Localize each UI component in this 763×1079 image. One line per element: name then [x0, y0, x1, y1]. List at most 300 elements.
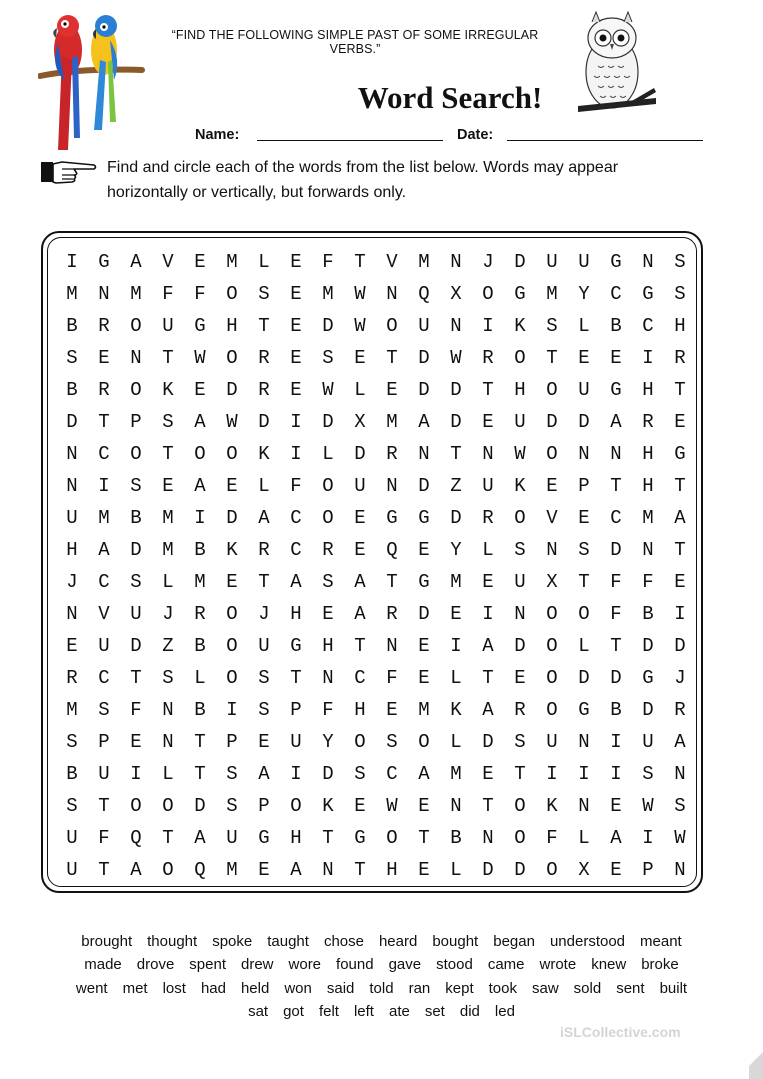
grid-letter[interactable]: X — [578, 859, 590, 881]
grid-letter[interactable]: E — [354, 507, 366, 529]
grid-letter[interactable]: T — [194, 763, 206, 785]
grid-letter[interactable]: U — [642, 731, 654, 753]
grid-letter[interactable]: N — [162, 731, 174, 753]
grid-letter[interactable]: P — [258, 795, 270, 817]
grid-letter[interactable]: T — [162, 443, 174, 465]
grid-letter[interactable]: O — [322, 475, 334, 497]
grid-letter[interactable]: A — [674, 507, 686, 529]
grid-letter[interactable]: G — [642, 283, 654, 305]
grid-letter[interactable]: N — [578, 795, 590, 817]
grid-letter[interactable]: Z — [162, 635, 174, 657]
grid-letter[interactable]: U — [98, 635, 110, 657]
grid-letter[interactable]: O — [514, 507, 526, 529]
grid-letter[interactable]: N — [450, 795, 462, 817]
grid-letter[interactable]: T — [162, 827, 174, 849]
grid-letter[interactable]: D — [578, 411, 590, 433]
grid-letter[interactable]: E — [66, 635, 78, 657]
grid-letter[interactable]: G — [98, 251, 110, 273]
grid-letter[interactable]: U — [66, 507, 78, 529]
grid-letter[interactable]: K — [162, 379, 174, 401]
grid-letter[interactable]: B — [450, 827, 462, 849]
grid-letter[interactable]: D — [610, 667, 622, 689]
grid-letter[interactable]: I — [290, 443, 302, 465]
grid-letter[interactable]: U — [482, 475, 494, 497]
grid-letter[interactable]: I — [98, 475, 110, 497]
grid-letter[interactable]: E — [674, 571, 686, 593]
grid-letter[interactable]: U — [514, 411, 526, 433]
grid-letter[interactable]: D — [130, 635, 142, 657]
grid-letter[interactable]: T — [482, 795, 494, 817]
grid-letter[interactable]: D — [226, 507, 238, 529]
grid-letter[interactable]: O — [386, 827, 398, 849]
grid-letter[interactable]: N — [578, 443, 590, 465]
grid-letter[interactable]: N — [482, 827, 494, 849]
grid-letter[interactable]: W — [642, 795, 654, 817]
grid-letter[interactable]: L — [258, 475, 270, 497]
grid-letter[interactable]: E — [418, 667, 430, 689]
grid-letter[interactable]: M — [98, 507, 110, 529]
grid-letter[interactable]: N — [322, 667, 334, 689]
grid-letter[interactable]: A — [130, 859, 142, 881]
grid-letter[interactable]: R — [258, 539, 270, 561]
grid-letter[interactable]: G — [418, 507, 430, 529]
grid-letter[interactable]: O — [482, 283, 494, 305]
grid-letter[interactable]: T — [674, 379, 686, 401]
grid-letter[interactable]: S — [322, 347, 334, 369]
grid-letter[interactable]: E — [290, 379, 302, 401]
grid-letter[interactable]: S — [130, 571, 142, 593]
grid-letter[interactable]: O — [546, 699, 558, 721]
grid-letter[interactable]: P — [130, 411, 142, 433]
grid-letter[interactable]: U — [66, 827, 78, 849]
grid-letter[interactable]: G — [578, 699, 590, 721]
grid-letter[interactable]: E — [482, 571, 494, 593]
grid-letter[interactable]: N — [578, 731, 590, 753]
grid-letter[interactable]: F — [546, 827, 558, 849]
grid-letter[interactable]: L — [322, 443, 334, 465]
grid-letter[interactable]: S — [386, 731, 398, 753]
grid-letter[interactable]: N — [642, 251, 654, 273]
grid-letter[interactable]: F — [610, 571, 622, 593]
grid-letter[interactable]: O — [226, 635, 238, 657]
grid-letter[interactable]: D — [226, 379, 238, 401]
grid-letter[interactable]: K — [258, 443, 270, 465]
grid-letter[interactable]: J — [66, 571, 78, 593]
grid-letter[interactable]: T — [322, 827, 334, 849]
grid-letter[interactable]: X — [354, 411, 366, 433]
grid-letter[interactable]: V — [386, 251, 398, 273]
grid-letter[interactable]: Q — [386, 539, 398, 561]
grid-letter[interactable]: O — [194, 443, 206, 465]
grid-letter[interactable]: H — [642, 475, 654, 497]
grid-letter[interactable]: T — [354, 251, 366, 273]
grid-letter[interactable]: A — [482, 699, 494, 721]
grid-letter[interactable]: K — [514, 475, 526, 497]
grid-letter[interactable]: O — [322, 507, 334, 529]
grid-letter[interactable]: E — [354, 347, 366, 369]
grid-letter[interactable]: G — [258, 827, 270, 849]
grid-letter[interactable]: D — [546, 411, 558, 433]
grid-letter[interactable]: D — [258, 411, 270, 433]
grid-letter[interactable]: B — [130, 507, 142, 529]
grid-letter[interactable]: N — [386, 635, 398, 657]
grid-letter[interactable]: T — [130, 667, 142, 689]
grid-letter[interactable]: H — [290, 603, 302, 625]
grid-letter[interactable]: O — [514, 795, 526, 817]
grid-letter[interactable]: D — [418, 379, 430, 401]
grid-letter[interactable]: I — [610, 763, 622, 785]
grid-letter[interactable]: V — [546, 507, 558, 529]
grid-letter[interactable]: E — [578, 347, 590, 369]
grid-letter[interactable]: E — [290, 283, 302, 305]
grid-letter[interactable]: M — [162, 507, 174, 529]
grid-letter[interactable]: D — [450, 507, 462, 529]
grid-letter[interactable]: A — [354, 571, 366, 593]
grid-letter[interactable]: A — [674, 731, 686, 753]
grid-letter[interactable]: D — [418, 603, 430, 625]
grid-letter[interactable]: I — [66, 251, 78, 273]
grid-letter[interactable]: L — [258, 251, 270, 273]
grid-letter[interactable]: E — [418, 795, 430, 817]
grid-letter[interactable]: D — [514, 635, 526, 657]
grid-letter[interactable]: I — [450, 635, 462, 657]
grid-letter[interactable]: B — [66, 379, 78, 401]
grid-letter[interactable]: R — [482, 347, 494, 369]
grid-letter[interactable]: G — [418, 571, 430, 593]
grid-letter[interactable]: H — [226, 315, 238, 337]
grid-letter[interactable]: A — [418, 763, 430, 785]
grid-letter[interactable]: I — [226, 699, 238, 721]
grid-letter[interactable]: H — [674, 315, 686, 337]
grid-letter[interactable]: M — [226, 251, 238, 273]
grid-letter[interactable]: I — [194, 507, 206, 529]
grid-letter[interactable]: T — [482, 667, 494, 689]
grid-letter[interactable]: R — [386, 603, 398, 625]
grid-letter[interactable]: W — [322, 379, 334, 401]
grid-letter[interactable]: O — [514, 827, 526, 849]
grid-letter[interactable]: I — [674, 603, 686, 625]
grid-letter[interactable]: I — [130, 763, 142, 785]
grid-letter[interactable]: G — [642, 667, 654, 689]
grid-letter[interactable]: S — [514, 731, 526, 753]
grid-letter[interactable]: C — [98, 571, 110, 593]
grid-letter[interactable]: N — [66, 475, 78, 497]
grid-letter[interactable]: V — [162, 251, 174, 273]
grid-letter[interactable]: S — [514, 539, 526, 561]
grid-letter[interactable]: E — [226, 475, 238, 497]
grid-letter[interactable]: Q — [418, 283, 430, 305]
grid-letter[interactable]: M — [66, 699, 78, 721]
grid-letter[interactable]: D — [418, 347, 430, 369]
grid-letter[interactable]: A — [98, 539, 110, 561]
grid-letter[interactable]: E — [610, 347, 622, 369]
grid-letter[interactable]: C — [610, 507, 622, 529]
grid-letter[interactable]: H — [642, 379, 654, 401]
grid-letter[interactable]: D — [514, 859, 526, 881]
grid-letter[interactable]: F — [290, 475, 302, 497]
grid-letter[interactable]: S — [642, 763, 654, 785]
grid-letter[interactable]: W — [450, 347, 462, 369]
grid-letter[interactable]: K — [450, 699, 462, 721]
grid-letter[interactable]: F — [642, 571, 654, 593]
grid-letter[interactable]: T — [514, 763, 526, 785]
grid-letter[interactable]: L — [194, 667, 206, 689]
grid-letter[interactable]: U — [578, 379, 590, 401]
grid-letter[interactable]: E — [354, 539, 366, 561]
grid-letter[interactable]: T — [162, 347, 174, 369]
grid-letter[interactable]: O — [418, 731, 430, 753]
grid-letter[interactable]: O — [130, 443, 142, 465]
grid-letter[interactable]: M — [226, 859, 238, 881]
grid-letter[interactable]: R — [514, 699, 526, 721]
grid-letter[interactable]: T — [610, 475, 622, 497]
grid-letter[interactable]: J — [482, 251, 494, 273]
grid-letter[interactable]: D — [354, 443, 366, 465]
grid-letter[interactable]: G — [194, 315, 206, 337]
grid-letter[interactable]: E — [322, 603, 334, 625]
grid-letter[interactable]: L — [450, 667, 462, 689]
grid-letter[interactable]: B — [66, 315, 78, 337]
grid-letter[interactable]: G — [354, 827, 366, 849]
grid-letter[interactable]: R — [98, 379, 110, 401]
grid-letter[interactable]: D — [66, 411, 78, 433]
grid-letter[interactable]: L — [162, 763, 174, 785]
grid-letter[interactable]: D — [322, 315, 334, 337]
grid-letter[interactable]: F — [130, 699, 142, 721]
grid-letter[interactable]: U — [290, 731, 302, 753]
grid-letter[interactable]: E — [450, 603, 462, 625]
grid-letter[interactable]: C — [290, 539, 302, 561]
grid-letter[interactable]: S — [66, 731, 78, 753]
grid-letter[interactable]: L — [578, 635, 590, 657]
grid-letter[interactable]: K — [226, 539, 238, 561]
grid-letter[interactable]: E — [130, 731, 142, 753]
grid-letter[interactable]: S — [354, 763, 366, 785]
grid-letter[interactable]: R — [322, 539, 334, 561]
grid-letter[interactable]: E — [514, 667, 526, 689]
grid-letter[interactable]: G — [610, 379, 622, 401]
grid-letter[interactable]: U — [130, 603, 142, 625]
grid-letter[interactable]: H — [514, 379, 526, 401]
grid-letter[interactable]: W — [386, 795, 398, 817]
grid-letter[interactable]: M — [386, 411, 398, 433]
grid-letter[interactable]: F — [322, 699, 334, 721]
grid-letter[interactable]: A — [482, 635, 494, 657]
grid-letter[interactable]: W — [674, 827, 686, 849]
grid-letter[interactable]: Y — [450, 539, 462, 561]
grid-letter[interactable]: T — [194, 731, 206, 753]
grid-letter[interactable]: G — [290, 635, 302, 657]
grid-letter[interactable]: G — [386, 507, 398, 529]
grid-letter[interactable]: M — [322, 283, 334, 305]
grid-letter[interactable]: R — [258, 347, 270, 369]
grid-letter[interactable]: N — [674, 763, 686, 785]
grid-letter[interactable]: U — [98, 763, 110, 785]
grid-letter[interactable]: L — [450, 731, 462, 753]
grid-letter[interactable]: E — [610, 795, 622, 817]
grid-letter[interactable]: M — [450, 571, 462, 593]
grid-letter[interactable]: T — [482, 379, 494, 401]
grid-letter[interactable]: D — [514, 251, 526, 273]
grid-letter[interactable]: L — [162, 571, 174, 593]
grid-letter[interactable]: K — [514, 315, 526, 337]
grid-letter[interactable]: D — [482, 731, 494, 753]
grid-letter[interactable]: O — [226, 283, 238, 305]
grid-letter[interactable]: U — [226, 827, 238, 849]
grid-letter[interactable]: C — [354, 667, 366, 689]
grid-letter[interactable]: A — [610, 827, 622, 849]
grid-letter[interactable]: B — [610, 315, 622, 337]
grid-letter[interactable]: E — [354, 795, 366, 817]
grid-letter[interactable]: N — [98, 283, 110, 305]
grid-letter[interactable]: I — [578, 763, 590, 785]
grid-letter[interactable]: D — [642, 635, 654, 657]
grid-letter[interactable]: M — [130, 283, 142, 305]
grid-letter[interactable]: O — [546, 379, 558, 401]
grid-letter[interactable]: A — [130, 251, 142, 273]
grid-letter[interactable]: Z — [450, 475, 462, 497]
grid-letter[interactable]: U — [418, 315, 430, 337]
grid-letter[interactable]: S — [258, 699, 270, 721]
grid-letter[interactable]: D — [322, 763, 334, 785]
grid-letter[interactable]: E — [418, 635, 430, 657]
grid-letter[interactable]: M — [418, 699, 430, 721]
grid-letter[interactable]: G — [674, 443, 686, 465]
grid-letter[interactable]: X — [546, 571, 558, 593]
grid-letter[interactable]: E — [98, 347, 110, 369]
grid-letter[interactable]: E — [290, 251, 302, 273]
grid-letter[interactable]: B — [610, 699, 622, 721]
grid-letter[interactable]: H — [322, 635, 334, 657]
grid-letter[interactable]: O — [546, 603, 558, 625]
grid-letter[interactable]: N — [130, 347, 142, 369]
grid-letter[interactable]: B — [194, 635, 206, 657]
grid-letter[interactable]: T — [354, 635, 366, 657]
grid-letter[interactable]: Y — [322, 731, 334, 753]
grid-letter[interactable]: N — [66, 443, 78, 465]
grid-letter[interactable]: C — [386, 763, 398, 785]
grid-letter[interactable]: M — [418, 251, 430, 273]
grid-letter[interactable]: I — [290, 411, 302, 433]
grid-letter[interactable]: D — [418, 475, 430, 497]
grid-letter[interactable]: R — [258, 379, 270, 401]
grid-letter[interactable]: S — [322, 571, 334, 593]
grid-letter[interactable]: T — [578, 571, 590, 593]
grid-letter[interactable]: J — [162, 603, 174, 625]
grid-letter[interactable]: L — [578, 315, 590, 337]
grid-letter[interactable]: A — [194, 411, 206, 433]
grid-letter[interactable]: O — [578, 603, 590, 625]
grid-letter[interactable]: T — [98, 411, 110, 433]
grid-letter[interactable]: U — [514, 571, 526, 593]
grid-letter[interactable]: W — [226, 411, 238, 433]
grid-letter[interactable]: P — [226, 731, 238, 753]
grid-letter[interactable]: U — [578, 251, 590, 273]
grid-letter[interactable]: N — [514, 603, 526, 625]
grid-letter[interactable]: T — [674, 475, 686, 497]
grid-letter[interactable]: S — [578, 539, 590, 561]
grid-letter[interactable]: D — [610, 539, 622, 561]
grid-letter[interactable]: R — [482, 507, 494, 529]
grid-letter[interactable]: C — [98, 667, 110, 689]
grid-letter[interactable]: E — [258, 859, 270, 881]
grid-letter[interactable]: N — [322, 859, 334, 881]
grid-letter[interactable]: B — [642, 603, 654, 625]
grid-letter[interactable]: W — [194, 347, 206, 369]
grid-letter[interactable]: M — [642, 507, 654, 529]
grid-letter[interactable]: D — [130, 539, 142, 561]
grid-letter[interactable]: E — [386, 699, 398, 721]
grid-letter[interactable]: F — [386, 667, 398, 689]
grid-letter[interactable]: E — [226, 571, 238, 593]
grid-letter[interactable]: C — [290, 507, 302, 529]
grid-letter[interactable]: S — [674, 283, 686, 305]
grid-letter[interactable]: G — [514, 283, 526, 305]
grid-letter[interactable]: T — [450, 443, 462, 465]
grid-letter[interactable]: D — [450, 411, 462, 433]
grid-letter[interactable]: N — [674, 859, 686, 881]
grid-letter[interactable]: I — [482, 315, 494, 337]
grid-letter[interactable]: P — [290, 699, 302, 721]
grid-letter[interactable]: T — [418, 827, 430, 849]
grid-letter[interactable]: Q — [130, 827, 142, 849]
grid-letter[interactable]: Q — [194, 859, 206, 881]
grid-letter[interactable]: E — [418, 859, 430, 881]
grid-letter[interactable]: Y — [578, 283, 590, 305]
grid-letter[interactable]: M — [546, 283, 558, 305]
grid-letter[interactable]: T — [290, 667, 302, 689]
grid-letter[interactable]: C — [642, 315, 654, 337]
grid-letter[interactable]: J — [258, 603, 270, 625]
grid-letter[interactable]: B — [194, 539, 206, 561]
grid-letter[interactable]: O — [130, 795, 142, 817]
grid-letter[interactable]: M — [194, 571, 206, 593]
grid-letter[interactable]: A — [258, 763, 270, 785]
grid-letter[interactable]: E — [258, 731, 270, 753]
grid-letter[interactable]: R — [674, 699, 686, 721]
grid-letter[interactable]: E — [162, 475, 174, 497]
grid-letter[interactable]: U — [162, 315, 174, 337]
grid-letter[interactable]: P — [98, 731, 110, 753]
grid-letter[interactable]: O — [386, 315, 398, 337]
grid-letter[interactable]: N — [610, 443, 622, 465]
grid-letter[interactable]: A — [194, 827, 206, 849]
grid-letter[interactable]: T — [98, 795, 110, 817]
grid-letter[interactable]: N — [386, 475, 398, 497]
grid-letter[interactable]: H — [642, 443, 654, 465]
grid-letter[interactable]: O — [226, 347, 238, 369]
grid-letter[interactable]: T — [386, 347, 398, 369]
grid-letter[interactable]: F — [162, 283, 174, 305]
grid-letter[interactable]: T — [386, 571, 398, 593]
grid-letter[interactable]: N — [386, 283, 398, 305]
grid-letter[interactable]: D — [322, 411, 334, 433]
grid-letter[interactable]: R — [66, 667, 78, 689]
grid-letter[interactable]: O — [546, 859, 558, 881]
grid-letter[interactable]: H — [290, 827, 302, 849]
grid-letter[interactable]: T — [610, 635, 622, 657]
grid-letter[interactable]: T — [258, 315, 270, 337]
grid-letter[interactable]: E — [290, 315, 302, 337]
grid-letter[interactable]: O — [162, 859, 174, 881]
grid-letter[interactable]: L — [450, 859, 462, 881]
grid-letter[interactable]: M — [162, 539, 174, 561]
grid-letter[interactable]: U — [66, 859, 78, 881]
grid-letter[interactable]: O — [354, 731, 366, 753]
grid-letter[interactable]: E — [610, 859, 622, 881]
grid-letter[interactable]: N — [450, 315, 462, 337]
grid-letter[interactable]: N — [162, 699, 174, 721]
